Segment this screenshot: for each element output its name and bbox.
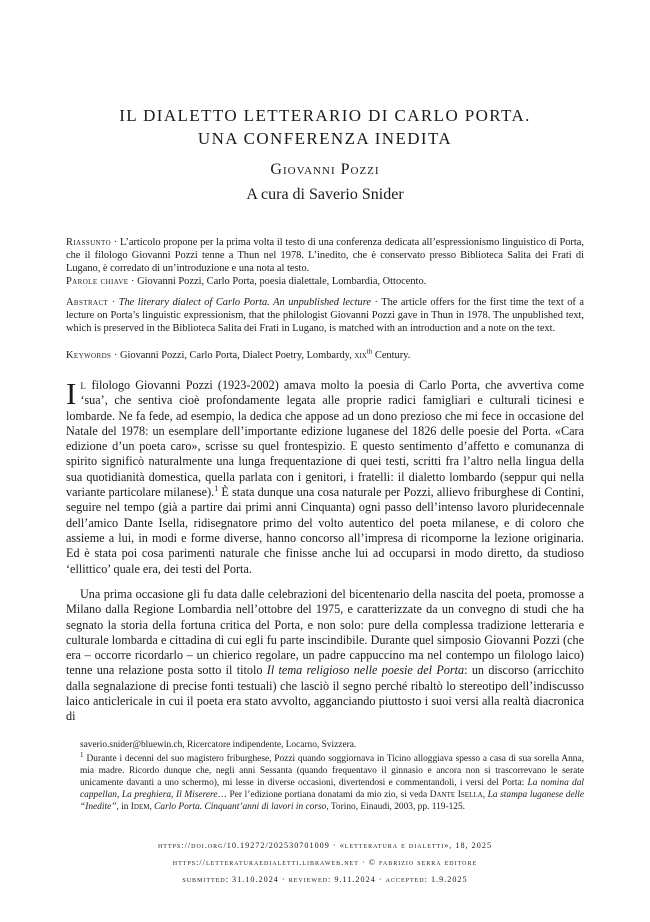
abstract-title: The literary dialect of Carlo Porta. An unpublished lecture	[118, 297, 371, 308]
website-line[interactable]: https://letteraturaedialetti.libraweb.net · © fabrizio serra editore	[172, 858, 478, 867]
parole-chiave-label: Parole chiave	[66, 276, 129, 287]
footnote-1	[80, 750, 584, 813]
title-line-1: IL DIALETTO LETTERARIO DI CARLO PORTA.	[119, 106, 531, 125]
keywords	[66, 349, 584, 362]
p2-text-a: Una prima occasione gli fu data dalle celebrazioni del bicentenario della nascita del poeta, promosse a Milano dalla Regione Lombardia nell’ottobre del 1975, e caratterizzate da un convegno di studi che ha segnato la storia della fortuna critica del Porta, e non solo: pure della complessa tradizione letteraria e culturale lombarda e cittadina di cui egli fu parte inscindibile. Durante quel simposio Giovanni Pozzi (che era – occorre ricordarlo – un chierico regolare, un padre cappuccino ma nel contempo un filologo laico) tenne una relazione posta sotto il titolo	[66, 587, 584, 678]
p2-text-b: : un discorso (arricchito dalla segnalazione di precise fonti testuali) che lasciò il segno perché ribaltò lo stereotipo dell’indiscusso laico anticlericale in cui il poeta era stato avvolto, agganciando piuttosto i suoi versi alla realtà diacronica di	[66, 663, 585, 724]
abstract	[66, 296, 584, 336]
keywords-text: · Giovanni Pozzi, Carlo Porta, Dialect Poetry, Lombardy,	[111, 350, 355, 361]
footnote-1-italic-3: Carlo Porta. Cinquant’anni di lavori in corso	[154, 802, 327, 812]
abstract-text: · The article offers for the first time the text of a lecture on Porta’s linguistic expressionism, that the philologist Giovanni Pozzi gave in Thun in 1978. The unpublished text, which is preserved in the Biblioteca Salita dei Frati in Lugano, is matched with an introduction and a note on the text.	[66, 297, 584, 335]
p2-italic-title: Il tema religioso nelle poesie del Porta	[266, 663, 465, 678]
title-line-2: UNA CONFERENZA INEDITA	[197, 129, 453, 148]
abstract-label: Abstract	[66, 297, 109, 308]
keywords-century-tail: Century.	[372, 350, 411, 361]
keywords-century: xix	[354, 350, 367, 361]
abstract-sep: ·	[108, 297, 119, 308]
doi-line[interactable]: https://doi.org/10.19272/202530701009 · «letteratura e dialetti», 18, 2025	[157, 841, 493, 850]
body-paragraph-1	[66, 378, 584, 577]
footnote-1-text-a: Durante i decenni del suo magistero friburghese, Pozzi quando soggiornava in Ticino alloggiava spesso a casa di sua sorella Anna, mia madre. Ricordo dunque che, negli anni Sessanta (quando frequentavo il ginnasio e ancora non si trascorrevano le serate unicamente davanti a uno schermo), mi lesse in diverse occasioni, divertendosi e commentandoli, i versi del Porta:	[80, 754, 584, 788]
footnote-1-italic-2: La stampa luganese delle “Inedite”	[80, 790, 584, 812]
footnote-1-text-f: , Torino, Einaudi, 2003, pp. 119-125.	[326, 802, 465, 812]
footnote-1-idem: Idem	[130, 802, 150, 812]
parole-chiave	[66, 275, 584, 288]
riassunto-text: · L’articolo propone per la prima volta il testo di una conferenza dedicata all’espressionismo linguistico di Porta, che il filologo Giovanni Pozzi tenne a Thun nel 1978. L’inedito, che è conservato presso Biblioteca Salita dei Frati di Lugano, è corredato di un’introduzione e una nota al testo.	[66, 237, 584, 275]
body-paragraph-2	[66, 587, 584, 725]
drop-cap: I	[66, 376, 77, 411]
keywords-label: Keywords	[66, 350, 112, 361]
affiliation-note: saverio.snider@bluewin.ch, Ricercatore indipendente, Locarno, Svizzera.	[80, 740, 357, 750]
parole-chiave-text: · Giovanni Pozzi, Carlo Porta, poesia dialettale, Lombardia, Ottocento.	[128, 276, 427, 287]
footnote-ref-1[interactable]: 1	[214, 484, 219, 494]
author-name: Giovanni Pozzi	[270, 161, 380, 178]
footnote-1-italic-1: La nomina dal cappellan, La preghiera, Il Miserere	[80, 778, 584, 800]
riassunto	[66, 236, 584, 276]
footnote-1-text-e: ,	[149, 802, 155, 812]
dates-line: submitted: 31.10.2024 · reviewed: 9.11.2024 · accepted: 1.9.2025	[182, 875, 468, 884]
footnote-1-text-b: … Per l’edizione portiana donatami da mio zio, si veda	[217, 790, 430, 800]
footnote-1-text-c: ,	[482, 790, 488, 800]
curator-line: A cura di Saverio Snider	[246, 186, 404, 203]
p1-text-b: È stata dunque una cosa naturale per Pozzi, allievo friburghese di Contini, seguire nel tempo (già a partire dai primi anni Cinquanta) ogni passo dell’intenso lavoro pluridecennale dell’amico Dante Isella, ridisegnatore primo del volto autentico del poeta milanese, e di coloro che assieme a lui, in modi e forme diverse, hanno concorso all’impresa di ricomporne la lezione originaria. Ed è stata poi cosa parimenti naturale che finisse anche lui ad occuparsi in modo diretto, da studioso ‘ellittico’ quale era, dei testi del Porta.	[66, 485, 584, 576]
footnote-1-mark: 1	[80, 750, 84, 759]
riassunto-label: Riassunto	[66, 237, 112, 248]
keywords-century-sup: th	[366, 347, 373, 356]
lead-word: l	[80, 378, 87, 392]
article-title	[66, 104, 584, 150]
footnote-1-text-d: , in	[116, 802, 131, 812]
p1-text-a: filologo Giovanni Pozzi (1923-2002) amava molto la poesia di Carlo Porta, che avvertiva come ‘sua’, che sentiva cioè profondamente legata alle proprie radici famigliari e culturali ticinesi e lombarde. Ne fa fede, ad esempio, la dedica che appose ad un dono prezioso che mi fece in occasione del Natale del 1978: un esemplare dell’importante edizione luganese del 1826 delle poesie del Porta. «Cara edizione d’un poeta caro», scrisse su quel frontespizio. E questo sentimento d’affetto e comunanza di spirito significò naturalmente una lunga frequentazione di quei testi, scritti fra l’altro nella lingua della sua quotidianità domestica, quella parlata con i genitori, i fratelli: il dialetto lombardo (seppur qui nella variante particolare milanese).	[66, 378, 584, 500]
footnote-1-author: Dante Isella	[429, 790, 483, 800]
